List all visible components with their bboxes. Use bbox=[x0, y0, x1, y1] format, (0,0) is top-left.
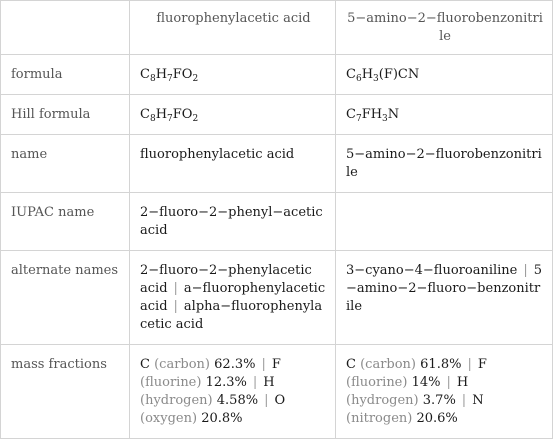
row-label-iupac-name: IUPAC name bbox=[1, 193, 130, 251]
iupac-name-cell-2 bbox=[336, 193, 553, 251]
row-label-mass-fractions: mass fractions bbox=[1, 345, 130, 439]
alternate-names-row bbox=[1, 251, 553, 345]
alternate-name: 3−cyano−4−fluoroaniline bbox=[346, 263, 518, 278]
header-5-amino-2-fluorobenzonitrile: 5−amino−2−fluorobenzonitrile bbox=[336, 1, 553, 55]
alternate-names-cell-1 bbox=[130, 251, 336, 345]
formula-cell-2: $C_6H_3(F)CN$ bbox=[336, 55, 553, 95]
name-row bbox=[1, 135, 553, 193]
alternate-name: 2−fluoro−2−phenylacetic acid bbox=[140, 263, 312, 296]
mass-fractions-cell-2: C (carbon) 61.8% | F (fluorine) 14% | H (hydrogen) 3.7% | N (nitrogen) 20.6% bbox=[336, 345, 553, 439]
formula-row bbox=[1, 55, 553, 95]
alternate-name: alpha−fluorophenylacetic acid bbox=[140, 299, 323, 332]
alternate-name: a−fluorophenylacetic acid bbox=[140, 281, 326, 314]
hill-formula-cell-2: $C_7FH_3N$ bbox=[336, 95, 553, 135]
row-label-name: name bbox=[1, 135, 130, 193]
hill-formula-cell-1: $C_8H_7FO_2$ bbox=[130, 95, 336, 135]
name-cell-2: 5−amino−2−fluorobenzonitrile bbox=[336, 135, 553, 193]
mass-fractions-row bbox=[1, 345, 553, 439]
iupac-name-row bbox=[1, 193, 553, 251]
hill-formula-row bbox=[1, 95, 553, 135]
row-label-hill-formula: Hill formula bbox=[1, 95, 130, 135]
separator: | bbox=[173, 299, 178, 314]
mass-fractions-cell-1: C (carbon) 62.3% | F (fluorine) 12.3% | H (hydrogen) 4.58% | O (oxygen) 20.8% bbox=[130, 345, 336, 439]
iupac-name-cell-1: 2−fluoro−2−phenyl−acetic acid bbox=[130, 193, 336, 251]
separator: | bbox=[523, 263, 528, 278]
header-row bbox=[1, 1, 553, 55]
name-cell-1: fluorophenylacetic acid bbox=[130, 135, 336, 193]
header-fluorophenylacetic-acid: fluorophenylacetic acid bbox=[130, 1, 336, 55]
separator: | bbox=[173, 281, 178, 296]
row-label-alternate-names: alternate names bbox=[1, 251, 130, 345]
row-label-formula: formula bbox=[1, 55, 130, 95]
corner-cell bbox=[1, 1, 130, 55]
formula-cell-1: $C_8H_7FO_2$ bbox=[130, 55, 336, 95]
alternate-name: 5−amino−2−fluoro−benzonitrile bbox=[346, 263, 543, 314]
alternate-names-cell-2 bbox=[336, 251, 553, 345]
